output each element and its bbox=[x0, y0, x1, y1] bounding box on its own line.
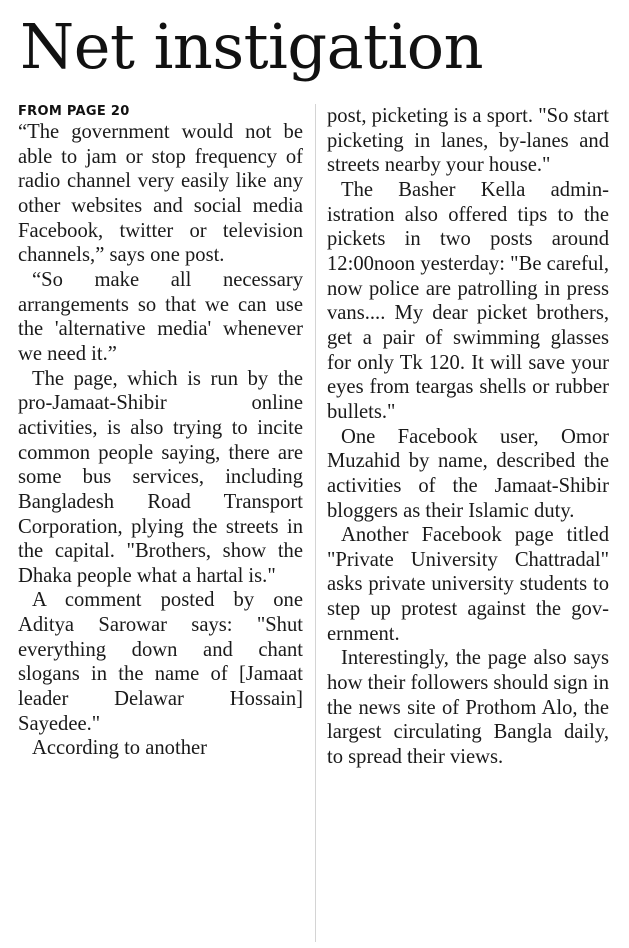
headline: Net instigation bbox=[20, 10, 484, 83]
column-divider bbox=[315, 104, 316, 942]
paragraph: Another Facebook page titled "Private University Chattradal" asks private university students to step up protest against the government. bbox=[327, 524, 609, 645]
paragraph: Interestingly, the page also says how their followers should sign in the news site of Prothom Alo, the largest circulating Bangla daily, to spread their views. bbox=[327, 647, 609, 769]
paragraph: “The government would not be able to jam or stop frequency of radio channel very easily like any other websites and social media Facebook, twitter or television channels,” says one post. bbox=[18, 121, 303, 267]
paragraph: One Facebook user, Omor Muzahid by name, described the activities of the Jamaat-Shibir bloggers as their Islamic duty. bbox=[327, 425, 609, 522]
paragraph: According to another bbox=[32, 737, 207, 760]
paragraph: “So make all necessary arrangements so that we can use the 'alternative media' whenever we need it.” bbox=[18, 268, 303, 365]
paragraph: The page, which is run by the pro-Jamaat-Shibir online activities, is also trying to incite common people saying, there are some bus services, including Bangladesh Road Transport Corporation, plying the streets in the capital. "Brothers, show the Dhaka people what a hartal is." bbox=[18, 367, 303, 587]
paragraph: post, picketing is a sport. "So start picketing in lanes, by-lanes and streets nearby your house." bbox=[327, 105, 609, 177]
paragraph: A comment posted by one Aditya Sarowar says: "Shut everything down and chant slogans in the name of [Jamaat leader Delawar Hossain] Sayedee." bbox=[18, 589, 303, 735]
paragraph: The Basher Kella administration also offered tips to the pickets in two posts around 12:00noon yesterday: "Be careful, now police are patrolling in press vans.... My dear picket brothers, get a pair of swimming glasses for only Tk 120. It will save your eyes from teargas shells or rubber bullets." bbox=[327, 178, 609, 423]
continued-from-kicker: FROM PAGE 20 bbox=[18, 104, 130, 119]
article-column-left bbox=[18, 104, 303, 761]
article-column-right bbox=[327, 104, 609, 770]
